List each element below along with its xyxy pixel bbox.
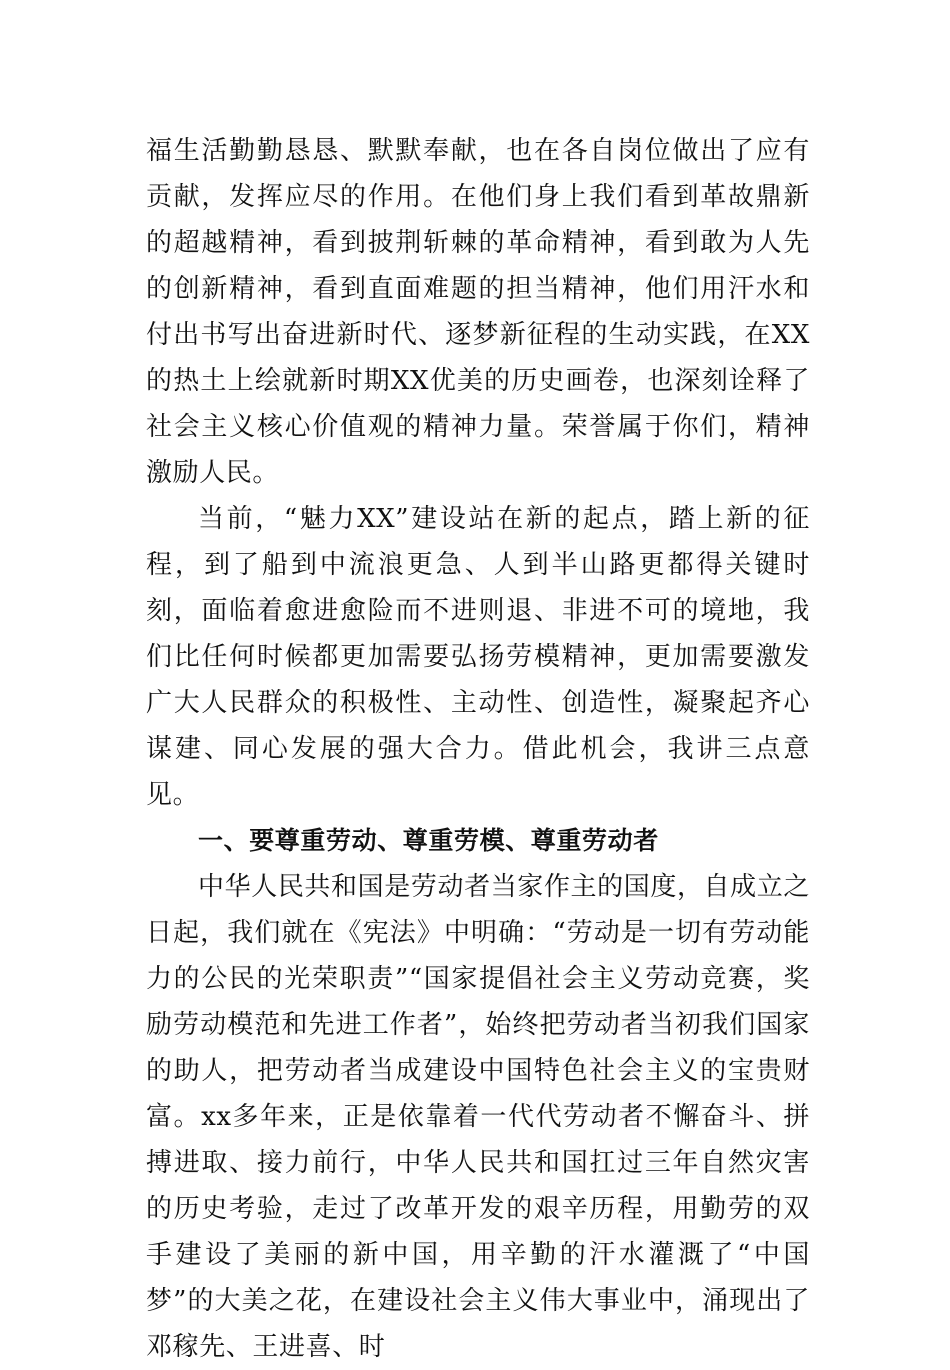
document-body <box>146 128 810 1370</box>
paragraph-current-situation: 当前，“魅力XX”建设站在新的起点，踏上新的征程，到了船到中流浪更急、人到半山路更都得关键时刻，面临着愈进愈险而不进则退、非进不可的境地，我们比任何时候都更加需要弘扬劳模精神，更加需要激发广大人民群众的积极性、主动性、创造性，凝聚起齐心谋建、同心发展的强大合力。借此机会，我讲三点意见。 <box>146 504 810 810</box>
section-heading: 一、要尊重劳动、尊重劳模、尊重劳动者 <box>198 826 659 855</box>
paragraph-continuation: 福生活勤勤恳恳、默默奉献，也在各自岗位做出了应有贡献，发挥应尽的作用。在他们身上我们看到革故鼎新的超越精神，看到披荆斩棘的革命精神，看到敢为人先的创新精神，看到直面难题的担当精神，他们用汗水和付出书写出奋进新时代、逐梦新征程的生动实践，在XX的热土上绘就新时期XX优美的历史画卷，也深刻诠释了社会主义核心价值观的精神力量。荣誉属于你们，精神激励人民。 <box>146 136 810 488</box>
paragraph-constitution: 中华人民共和国是劳动者当家作主的国度，自成立之日起，我们就在《宪法》中明确：“劳动是一切有劳动能力的公民的光荣职责”“国家提倡社会主义劳动竞赛，奖励劳动模范和先进工作者”，始终把劳动者当初我们国家的助人，把劳动者当成建设中国特色社会主义的宝贵财富。xx多年来，正是依靠着一代代劳动者不懈奋斗、拼搏进取、接力前行，中华人民共和国扛过三年自然灾害的历史考验，走过了改革开发的艰辛历程，用勤劳的双手建设了美丽的新中国，用辛勤的汗水灌溉了“中国梦”的大美之花，在建设社会主义伟大事业中，涌现出了邓稼先、王进喜、时 <box>146 872 810 1362</box>
